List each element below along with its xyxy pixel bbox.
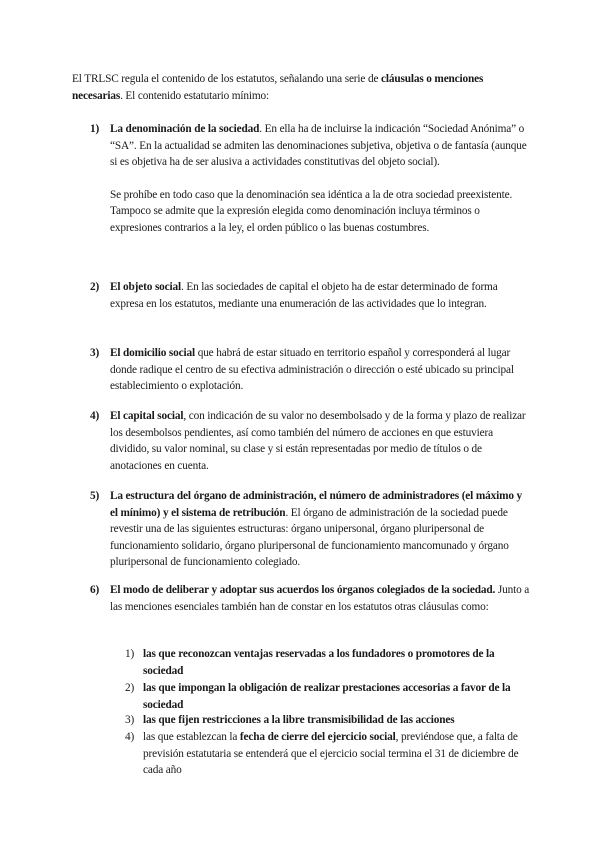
sub-item-prestaciones (125, 680, 525, 713)
intro-text-2: . El contenido estatutario mínimo: (120, 89, 270, 102)
list-item-number: 6) (90, 584, 100, 596)
list-item-text: . En las sociedades de capital el objeto ha de estar determinado de forma expresa en los estatutos, mediante una enumeración de las actividades que lo integran. (110, 281, 498, 310)
list-item-deliberar (90, 582, 530, 615)
sub-item-bold: las que reconozcan ventajas reservadas a los fundadores o promotores de la sociedad (143, 648, 495, 677)
sub-item-post: , previéndose que, a falta de previsión estatutaria se entenderá que el ejercicio social termina el 31 de diciembre de cada año (143, 731, 519, 777)
list-item-number: 4) (90, 410, 100, 422)
list-item-bold: El capital social (110, 410, 184, 422)
intro-bold: cláusulas o menciones necesarias (72, 73, 484, 102)
list-item-administracion (90, 488, 530, 571)
list-item-text: . El órgano de administración de la sociedad puede revestir una de las siguientes estructuras: órgano unipersonal, órgano pluripersonal de funcionamiento solidario, órgano pluripersonal de funcionamiento mancomunado y órgano pluripersonal de funcionamiento colegiado. (110, 506, 509, 569)
sub-item-number: 1) (125, 648, 135, 660)
list-item-objeto (90, 279, 530, 312)
sub-item-bold: fecha de cierre del ejercicio social (239, 731, 396, 743)
sub-item-number: 2) (125, 682, 135, 694)
list-item-number: 5) (90, 490, 100, 502)
sub-item-ventajas (125, 646, 525, 679)
intro-paragraph (72, 71, 502, 104)
list-item-text: Junto a las menciones esenciales también han de constar en los estatutos otras cláusulas como: (110, 584, 530, 613)
list-item-bold: El domicilio social (110, 347, 196, 359)
list-item-bold: El objeto social (110, 281, 182, 293)
sub-item-bold: las que fijen restricciones a la libre transmisibilidad de las acciones (143, 714, 455, 726)
intro-text-1: El TRLSC regula el contenido de los estatutos, señalando una serie de (72, 73, 381, 85)
list-item-bold: El modo de deliberar y adoptar sus acuerdos los órganos colegiados de la sociedad. (110, 584, 496, 596)
list-item-text: que habrá de estar situado en territorio español y corresponderá al lugar donde radique el centro de su efectiva administración o dirección o esté ubicado su principal establecimiento o explotación. (110, 347, 514, 393)
sub-item-number: 4) (125, 731, 135, 743)
list-item-text: , con indicación de su valor no desembolsado y de la forma y plazo de realizar los desembolsos pendientes, así como también del número de acciones en que estuviera dividido, su valor nominal, su clase y si están representadas por medio de títulos o de anotaciones en cuenta. (110, 410, 526, 472)
list-item-number: 3) (90, 347, 100, 359)
list-item-denominacion (90, 121, 530, 237)
list-item-number: 2) (90, 281, 100, 293)
list-item-domicilio (90, 345, 530, 395)
sub-item-fecha-cierre (125, 729, 525, 779)
list-item-bold: La denominación de la sociedad (110, 123, 260, 135)
sub-item-pre: las que establezcan la (143, 731, 240, 743)
sub-item-bold: las que impongan la obligación de realizar prestaciones accesorias a favor de la sociedad (143, 682, 511, 711)
list-item-extra: Se prohíbe en todo caso que la denominación sea idéntica a la de otra sociedad preexistente. Tampoco se admite que la expresión elegida como denominación incluya términos o expresiones contrarios a la ley, el orden público o las buenas costumbres. (110, 188, 513, 234)
sub-item-number: 3) (125, 714, 135, 726)
list-item-bold: La estructura del órgano de administración, el número de administradores (el máximo y el mínimo) y el sistema de retribución (110, 490, 523, 519)
sub-item-restricciones (125, 712, 525, 729)
list-item-number: 1) (90, 123, 100, 135)
list-item-text: . En ella ha de incluirse la indicación “Sociedad Anónima” o “SA”. En la actualidad se admiten las denominaciones subjetiva, objetiva o de fantasía (aunque si es objetiva ha de ser alusiva a actividades constitutivas del objeto social). (110, 123, 527, 169)
list-item-capital (90, 408, 530, 474)
